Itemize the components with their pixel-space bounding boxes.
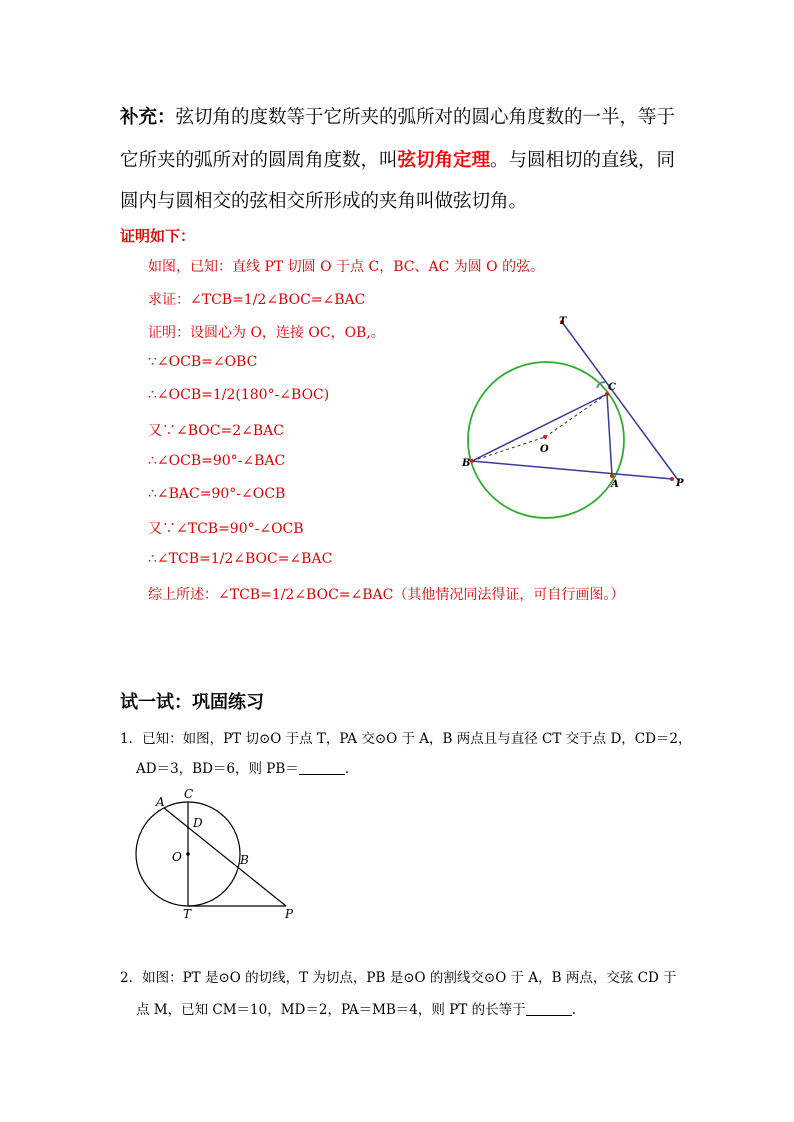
label-c: C [608,382,616,393]
circle-o [468,362,624,518]
proof-line: ∴∠BAC=90°-∠OCB [148,486,286,502]
point-o [186,852,190,856]
label-a: A [611,479,619,490]
chord-ac [607,394,612,476]
supplement-line-2 [120,150,675,172]
proof-line: 又∵∠TCB=90°-∠OCB [148,521,304,537]
label-d: D [193,816,203,830]
proof-heading: 证明如下： [120,227,196,245]
supplement-label: 补充： [120,107,176,128]
proof-line: ∴∠OCB=90°-∠BAC [148,453,286,469]
proof-line: ∴∠OCB=1/2(180°-∠BOC) [148,387,330,403]
supplement-line-1 [120,107,675,129]
answer-blank [299,760,345,775]
point-p [670,477,674,481]
proof-line: 又∵∠BOC=2∠BAC [148,423,284,439]
label-b: B [462,458,471,469]
label-t: T [183,907,192,921]
label-t: T [559,316,567,327]
question-1-line-2 [136,757,349,777]
proof-line: ∵∠OCB=∠OBC [148,354,258,370]
point-b [470,459,474,463]
proof-line: ∴∠TCB=1/2∠BOC=∠BAC [148,551,333,567]
question-1-end: . [344,761,350,777]
tangent-line-tp [562,322,678,480]
label-o: O [172,850,182,864]
radius-oc [545,394,607,437]
tangent-secant-figure [130,782,310,922]
question-2-text: 点 M，已知 CM＝10，MD＝2，PA＝MB＝4，则 PT 的长等于 [136,1002,526,1018]
point-a [610,474,614,478]
proof-line: 如图，已知：直线 PT 切圆 O 于点 C，BC、AC 为圆 O 的弦。 [148,259,545,275]
supplement-text-2a: 它所夹的弧所对的圆周角度数，叫 [120,150,398,171]
label-p: P [676,478,684,489]
secant-bp [472,461,672,479]
question-2-line-2 [136,998,576,1018]
tangent-chord-figure [455,312,705,527]
proof-line: 求证：∠TCB=1/2∠BOC=∠BAC [148,292,366,308]
supplement-line-3: 圆内与圆相交的弦相交所形成的夹角叫做弦切角。 [120,191,528,212]
radius-ob [472,437,545,461]
supplement-text-2b: 。与圆相切的直线，同 [490,150,676,171]
label-b: B [240,853,249,867]
question-1-text: AD＝3，BD＝6，则 PB＝ [136,761,299,777]
point-o [543,435,547,439]
answer-blank [526,1001,572,1016]
label-p: P [285,907,294,921]
question-2-end: . [571,1002,576,1018]
label-o: O [540,444,549,455]
proof-line: 证明：设圆心为 O，连接 OC，OB,。 [148,325,385,341]
proof-line: 综上所述：∠TCB=1/2∠BOC=∠BAC（其他情况同法得证，可自行画图。） [148,587,625,603]
supplement-text-1: 弦切角的度数等于它所夹的弧所对的圆心角度数的一半，等于 [175,107,676,128]
label-a: A [156,795,165,809]
practice-title: 试一试：巩固练习 [120,692,264,713]
question-1-line-1: 1．已知：如图，PT 切⊙O 于点 T，PA 交⊙O 于 A，B 两点且与直径 CT 交于点 D，CD＝2， [120,731,692,747]
question-2-line-1: 2．如图：PT 是⊙O 的切线，T 为切点，PB 是⊙O 的割线交⊙O 于 A，B 两点，交弦 CD 于 [120,970,677,986]
theorem-term: 弦切角定理 [397,150,491,171]
label-c: C [184,787,194,801]
